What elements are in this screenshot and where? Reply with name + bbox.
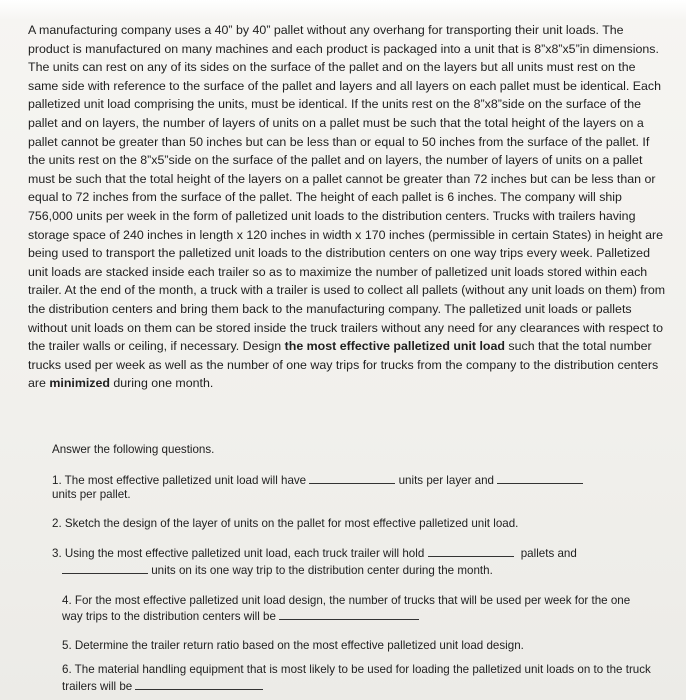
question-1-text-a: 1. The most effective palletized unit load will have (52, 473, 307, 487)
answer-blank-6[interactable] (135, 678, 263, 690)
question-5 (52, 639, 652, 654)
question-1-text-b: units per layer and (398, 473, 494, 487)
question-3 (52, 545, 652, 578)
question-1-text-c: units per pallet. (52, 488, 131, 502)
question-3-text-a: 3. Using the most effective palletized unit load, each truck trailer will hold (52, 547, 425, 561)
problem-text-1: A manufacturing company uses a 40” by 40” pallet without any overhang for transporting their unit loads. The product is manufactured on many machines and each product is packaged into a unit that is 8”x8”x5”in dimensions. The units can rest on any of its sides on the surface of the pallet and on the layers but all units must rest on the same side with reference to the surface of the pallet and layers and all layers on each pallet must be identical. Each palletized unit load comprising the units, must be identical. If the units rest on the 8”x8”side on the surface of the pallet and on layers, the number of layers of units on a pallet must be such that the total height of the layers on a pallet cannot be greater than 50 inches but can be less than or equal to 50 inches from the surface of the pallet. If the units rest on the 8”x5”side on the surface of the pallet and on layers, the number of layers of units on a pallet must be such that the total height of the layers on a pallet cannot be greater than 72 inches but can be less than or equal to 72 inches from the surface of the pallet. The height of each pallet is 6 inches. The company will ship 756,000 units per week in the form of palletized unit loads to the distribution centers. Trucks with trailers having storage space of 240 inches in length x 120 inches in width x 170 inches (permissible in certain States) in height are being used to transport the palletized unit loads to the distribution centers on one way trips every week. Palletized unit loads are stacked inside each trailer so as to maximize the number of palletized unit loads stored within each trailer. At the end of the month, a truck with a trailer is used to collect all pallets (without any unit loads on them) from the distribution centers and bring them back to the manufacturing company. The palletized unit loads or pallets without unit loads on them can be stored inside the truck trailers without any need for any clearances with respect to the trailer walls or ceiling, if necessary. Design (28, 23, 666, 354)
problem-statement (28, 21, 668, 393)
answer-blank-1a[interactable] (309, 472, 395, 484)
question-3-text-c: units on its one way trip to the distribution center during the month. (151, 563, 493, 577)
question-4-text: 4. For the most effective palletized unit load design, the number of trucks that will be used per week for the one way trips to the distribution centers will be (62, 593, 631, 624)
question-6-text: 6. The material handling equipment that is most likely to be used for loading the palletized unit loads on to the truck trailers will be (62, 663, 651, 693)
answer-blank-3b[interactable] (62, 562, 148, 574)
question-2 (52, 517, 652, 532)
question-6 (52, 663, 652, 694)
answers-heading: Answer the following questions. (52, 443, 215, 456)
question-1 (52, 472, 652, 503)
answer-blank-3a[interactable] (428, 545, 514, 557)
problem-text-2: such that the total number trucks used per week as well as the number of one way trips for trucks from the company to the distribution centers are (28, 339, 659, 391)
problem-text-3: during one month. (109, 376, 214, 391)
answer-blank-4[interactable] (279, 608, 419, 620)
answer-blank-1b[interactable] (497, 472, 583, 484)
questions-section (52, 443, 652, 695)
question-4 (52, 594, 652, 625)
question-2-text: 2. Sketch the design of the layer of units on the pallet for most effective palletized unit load. (52, 516, 519, 530)
question-5-text: 5. Determine the trailer return ratio based on the most effective palletized unit load design. (62, 638, 524, 652)
page-top-edge (0, 0, 686, 20)
problem-bold-1: the most effective palletized unit load (284, 339, 505, 354)
problem-bold-2: minimized (49, 376, 110, 391)
question-3-text-b: pallets and (520, 547, 577, 561)
